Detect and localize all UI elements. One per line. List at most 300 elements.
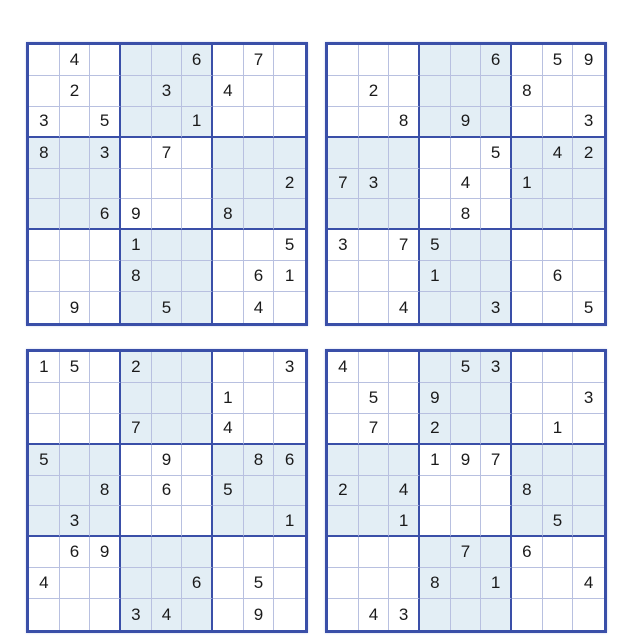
given-digit-cell[interactable]: 9 bbox=[244, 599, 275, 630]
given-digit-cell[interactable]: 8 bbox=[389, 107, 420, 138]
given-digit-cell[interactable]: 6 bbox=[182, 568, 213, 599]
empty-cell[interactable] bbox=[543, 476, 574, 507]
given-digit-cell[interactable]: 3 bbox=[481, 352, 512, 383]
given-digit-cell[interactable]: 1 bbox=[481, 568, 512, 599]
empty-cell[interactable] bbox=[543, 199, 574, 230]
given-digit-cell[interactable]: 8 bbox=[90, 476, 121, 507]
empty-cell[interactable] bbox=[121, 45, 152, 76]
empty-cell[interactable] bbox=[389, 414, 420, 445]
empty-cell[interactable] bbox=[481, 506, 512, 537]
empty-cell[interactable] bbox=[90, 261, 121, 292]
empty-cell[interactable] bbox=[29, 230, 60, 261]
given-digit-cell[interactable]: 4 bbox=[389, 476, 420, 507]
empty-cell[interactable] bbox=[359, 476, 390, 507]
empty-cell[interactable] bbox=[213, 261, 244, 292]
empty-cell[interactable] bbox=[359, 107, 390, 138]
empty-cell[interactable] bbox=[359, 261, 390, 292]
empty-cell[interactable] bbox=[152, 169, 183, 200]
given-digit-cell[interactable]: 5 bbox=[90, 107, 121, 138]
empty-cell[interactable] bbox=[213, 138, 244, 169]
empty-cell[interactable] bbox=[60, 568, 91, 599]
empty-cell[interactable] bbox=[121, 138, 152, 169]
empty-cell[interactable] bbox=[29, 261, 60, 292]
empty-cell[interactable] bbox=[274, 568, 305, 599]
empty-cell[interactable] bbox=[359, 230, 390, 261]
empty-cell[interactable] bbox=[481, 199, 512, 230]
empty-cell[interactable] bbox=[90, 506, 121, 537]
given-digit-cell[interactable]: 5 bbox=[274, 230, 305, 261]
empty-cell[interactable] bbox=[244, 383, 275, 414]
empty-cell[interactable] bbox=[481, 169, 512, 200]
given-digit-cell[interactable]: 4 bbox=[213, 76, 244, 107]
given-digit-cell[interactable]: 4 bbox=[29, 568, 60, 599]
given-digit-cell[interactable]: 8 bbox=[244, 445, 275, 476]
empty-cell[interactable] bbox=[420, 537, 451, 568]
given-digit-cell[interactable]: 1 bbox=[29, 352, 60, 383]
given-digit-cell[interactable]: 2 bbox=[573, 138, 604, 169]
empty-cell[interactable] bbox=[60, 261, 91, 292]
empty-cell[interactable] bbox=[420, 169, 451, 200]
given-digit-cell[interactable]: 4 bbox=[451, 169, 482, 200]
empty-cell[interactable] bbox=[389, 537, 420, 568]
given-digit-cell[interactable]: 4 bbox=[244, 292, 275, 323]
empty-cell[interactable] bbox=[29, 383, 60, 414]
empty-cell[interactable] bbox=[60, 138, 91, 169]
empty-cell[interactable] bbox=[451, 414, 482, 445]
empty-cell[interactable] bbox=[573, 506, 604, 537]
empty-cell[interactable] bbox=[451, 383, 482, 414]
empty-cell[interactable] bbox=[420, 476, 451, 507]
empty-cell[interactable] bbox=[451, 230, 482, 261]
empty-cell[interactable] bbox=[152, 414, 183, 445]
empty-cell[interactable] bbox=[389, 383, 420, 414]
given-digit-cell[interactable]: 7 bbox=[244, 45, 275, 76]
empty-cell[interactable] bbox=[420, 506, 451, 537]
given-digit-cell[interactable]: 8 bbox=[213, 199, 244, 230]
empty-cell[interactable] bbox=[543, 230, 574, 261]
empty-cell[interactable] bbox=[60, 199, 91, 230]
empty-cell[interactable] bbox=[573, 414, 604, 445]
empty-cell[interactable] bbox=[481, 261, 512, 292]
empty-cell[interactable] bbox=[90, 568, 121, 599]
empty-cell[interactable] bbox=[90, 230, 121, 261]
given-digit-cell[interactable]: 2 bbox=[359, 76, 390, 107]
empty-cell[interactable] bbox=[451, 138, 482, 169]
empty-cell[interactable] bbox=[274, 537, 305, 568]
empty-cell[interactable] bbox=[328, 506, 359, 537]
given-digit-cell[interactable]: 9 bbox=[420, 383, 451, 414]
empty-cell[interactable] bbox=[29, 45, 60, 76]
empty-cell[interactable] bbox=[543, 292, 574, 323]
given-digit-cell[interactable]: 9 bbox=[60, 292, 91, 323]
given-digit-cell[interactable]: 4 bbox=[328, 352, 359, 383]
empty-cell[interactable] bbox=[359, 138, 390, 169]
empty-cell[interactable] bbox=[451, 568, 482, 599]
empty-cell[interactable] bbox=[29, 292, 60, 323]
empty-cell[interactable] bbox=[512, 414, 543, 445]
given-digit-cell[interactable]: 3 bbox=[573, 383, 604, 414]
given-digit-cell[interactable]: 7 bbox=[451, 537, 482, 568]
given-digit-cell[interactable]: 7 bbox=[152, 138, 183, 169]
empty-cell[interactable] bbox=[389, 352, 420, 383]
given-digit-cell[interactable]: 3 bbox=[152, 76, 183, 107]
empty-cell[interactable] bbox=[359, 292, 390, 323]
empty-cell[interactable] bbox=[420, 45, 451, 76]
given-digit-cell[interactable]: 7 bbox=[121, 414, 152, 445]
empty-cell[interactable] bbox=[29, 169, 60, 200]
empty-cell[interactable] bbox=[152, 199, 183, 230]
empty-cell[interactable] bbox=[481, 107, 512, 138]
empty-cell[interactable] bbox=[244, 506, 275, 537]
empty-cell[interactable] bbox=[60, 383, 91, 414]
empty-cell[interactable] bbox=[512, 138, 543, 169]
empty-cell[interactable] bbox=[543, 537, 574, 568]
empty-cell[interactable] bbox=[152, 107, 183, 138]
empty-cell[interactable] bbox=[481, 383, 512, 414]
empty-cell[interactable] bbox=[121, 292, 152, 323]
empty-cell[interactable] bbox=[481, 599, 512, 630]
given-digit-cell[interactable]: 2 bbox=[274, 169, 305, 200]
empty-cell[interactable] bbox=[573, 261, 604, 292]
empty-cell[interactable] bbox=[389, 45, 420, 76]
given-digit-cell[interactable]: 6 bbox=[512, 537, 543, 568]
empty-cell[interactable] bbox=[328, 45, 359, 76]
empty-cell[interactable] bbox=[182, 414, 213, 445]
empty-cell[interactable] bbox=[182, 169, 213, 200]
empty-cell[interactable] bbox=[389, 445, 420, 476]
empty-cell[interactable] bbox=[573, 537, 604, 568]
empty-cell[interactable] bbox=[182, 261, 213, 292]
empty-cell[interactable] bbox=[451, 76, 482, 107]
empty-cell[interactable] bbox=[213, 599, 244, 630]
empty-cell[interactable] bbox=[274, 199, 305, 230]
empty-cell[interactable] bbox=[60, 445, 91, 476]
empty-cell[interactable] bbox=[512, 383, 543, 414]
given-digit-cell[interactable]: 2 bbox=[420, 414, 451, 445]
empty-cell[interactable] bbox=[328, 414, 359, 445]
empty-cell[interactable] bbox=[512, 230, 543, 261]
given-digit-cell[interactable]: 9 bbox=[573, 45, 604, 76]
given-digit-cell[interactable]: 2 bbox=[121, 352, 152, 383]
given-digit-cell[interactable]: 5 bbox=[213, 476, 244, 507]
empty-cell[interactable] bbox=[420, 107, 451, 138]
given-digit-cell[interactable]: 5 bbox=[29, 445, 60, 476]
empty-cell[interactable] bbox=[274, 76, 305, 107]
given-digit-cell[interactable]: 1 bbox=[213, 383, 244, 414]
given-digit-cell[interactable]: 6 bbox=[152, 476, 183, 507]
empty-cell[interactable] bbox=[182, 383, 213, 414]
empty-cell[interactable] bbox=[573, 76, 604, 107]
given-digit-cell[interactable]: 4 bbox=[60, 45, 91, 76]
empty-cell[interactable] bbox=[451, 261, 482, 292]
given-digit-cell[interactable]: 4 bbox=[213, 414, 244, 445]
given-digit-cell[interactable]: 6 bbox=[481, 45, 512, 76]
empty-cell[interactable] bbox=[244, 76, 275, 107]
given-digit-cell[interactable]: 7 bbox=[481, 445, 512, 476]
empty-cell[interactable] bbox=[389, 76, 420, 107]
empty-cell[interactable] bbox=[29, 506, 60, 537]
empty-cell[interactable] bbox=[90, 76, 121, 107]
empty-cell[interactable] bbox=[244, 107, 275, 138]
empty-cell[interactable] bbox=[60, 599, 91, 630]
given-digit-cell[interactable]: 5 bbox=[543, 45, 574, 76]
empty-cell[interactable] bbox=[213, 568, 244, 599]
empty-cell[interactable] bbox=[573, 352, 604, 383]
given-digit-cell[interactable]: 1 bbox=[420, 261, 451, 292]
empty-cell[interactable] bbox=[244, 414, 275, 445]
empty-cell[interactable] bbox=[60, 230, 91, 261]
empty-cell[interactable] bbox=[389, 261, 420, 292]
empty-cell[interactable] bbox=[213, 292, 244, 323]
empty-cell[interactable] bbox=[543, 107, 574, 138]
given-digit-cell[interactable]: 9 bbox=[451, 445, 482, 476]
empty-cell[interactable] bbox=[60, 107, 91, 138]
empty-cell[interactable] bbox=[29, 199, 60, 230]
given-digit-cell[interactable]: 8 bbox=[121, 261, 152, 292]
empty-cell[interactable] bbox=[481, 537, 512, 568]
empty-cell[interactable] bbox=[90, 292, 121, 323]
empty-cell[interactable] bbox=[389, 138, 420, 169]
empty-cell[interactable] bbox=[573, 169, 604, 200]
given-digit-cell[interactable]: 6 bbox=[182, 45, 213, 76]
given-digit-cell[interactable]: 7 bbox=[359, 414, 390, 445]
given-digit-cell[interactable]: 1 bbox=[274, 506, 305, 537]
empty-cell[interactable] bbox=[328, 445, 359, 476]
empty-cell[interactable] bbox=[90, 45, 121, 76]
empty-cell[interactable] bbox=[121, 169, 152, 200]
empty-cell[interactable] bbox=[359, 45, 390, 76]
empty-cell[interactable] bbox=[451, 292, 482, 323]
given-digit-cell[interactable]: 1 bbox=[121, 230, 152, 261]
empty-cell[interactable] bbox=[274, 138, 305, 169]
given-digit-cell[interactable]: 5 bbox=[60, 352, 91, 383]
given-digit-cell[interactable]: 5 bbox=[543, 506, 574, 537]
given-digit-cell[interactable]: 6 bbox=[60, 537, 91, 568]
empty-cell[interactable] bbox=[512, 506, 543, 537]
given-digit-cell[interactable]: 7 bbox=[328, 169, 359, 200]
empty-cell[interactable] bbox=[274, 292, 305, 323]
given-digit-cell[interactable]: 3 bbox=[481, 292, 512, 323]
empty-cell[interactable] bbox=[328, 76, 359, 107]
given-digit-cell[interactable]: 1 bbox=[182, 107, 213, 138]
given-digit-cell[interactable]: 7 bbox=[389, 230, 420, 261]
empty-cell[interactable] bbox=[182, 138, 213, 169]
given-digit-cell[interactable]: 2 bbox=[328, 476, 359, 507]
empty-cell[interactable] bbox=[90, 383, 121, 414]
empty-cell[interactable] bbox=[213, 45, 244, 76]
empty-cell[interactable] bbox=[420, 199, 451, 230]
given-digit-cell[interactable]: 3 bbox=[573, 107, 604, 138]
empty-cell[interactable] bbox=[451, 506, 482, 537]
given-digit-cell[interactable]: 1 bbox=[543, 414, 574, 445]
empty-cell[interactable] bbox=[244, 199, 275, 230]
empty-cell[interactable] bbox=[152, 568, 183, 599]
empty-cell[interactable] bbox=[389, 169, 420, 200]
empty-cell[interactable] bbox=[213, 107, 244, 138]
empty-cell[interactable] bbox=[152, 45, 183, 76]
empty-cell[interactable] bbox=[274, 476, 305, 507]
empty-cell[interactable] bbox=[328, 261, 359, 292]
empty-cell[interactable] bbox=[182, 230, 213, 261]
empty-cell[interactable] bbox=[451, 476, 482, 507]
empty-cell[interactable] bbox=[152, 506, 183, 537]
given-digit-cell[interactable]: 9 bbox=[90, 537, 121, 568]
empty-cell[interactable] bbox=[573, 599, 604, 630]
empty-cell[interactable] bbox=[29, 599, 60, 630]
given-digit-cell[interactable]: 1 bbox=[420, 445, 451, 476]
empty-cell[interactable] bbox=[244, 352, 275, 383]
given-digit-cell[interactable]: 3 bbox=[328, 230, 359, 261]
given-digit-cell[interactable]: 5 bbox=[152, 292, 183, 323]
given-digit-cell[interactable]: 8 bbox=[420, 568, 451, 599]
empty-cell[interactable] bbox=[573, 199, 604, 230]
empty-cell[interactable] bbox=[359, 537, 390, 568]
given-digit-cell[interactable]: 1 bbox=[274, 261, 305, 292]
empty-cell[interactable] bbox=[244, 230, 275, 261]
empty-cell[interactable] bbox=[359, 199, 390, 230]
empty-cell[interactable] bbox=[213, 445, 244, 476]
empty-cell[interactable] bbox=[29, 476, 60, 507]
empty-cell[interactable] bbox=[481, 414, 512, 445]
empty-cell[interactable] bbox=[90, 352, 121, 383]
empty-cell[interactable] bbox=[543, 169, 574, 200]
empty-cell[interactable] bbox=[328, 292, 359, 323]
empty-cell[interactable] bbox=[121, 537, 152, 568]
empty-cell[interactable] bbox=[182, 352, 213, 383]
empty-cell[interactable] bbox=[274, 599, 305, 630]
empty-cell[interactable] bbox=[481, 230, 512, 261]
empty-cell[interactable] bbox=[543, 383, 574, 414]
given-digit-cell[interactable]: 5 bbox=[359, 383, 390, 414]
empty-cell[interactable] bbox=[543, 445, 574, 476]
empty-cell[interactable] bbox=[573, 476, 604, 507]
empty-cell[interactable] bbox=[152, 261, 183, 292]
empty-cell[interactable] bbox=[512, 45, 543, 76]
empty-cell[interactable] bbox=[152, 230, 183, 261]
empty-cell[interactable] bbox=[420, 292, 451, 323]
empty-cell[interactable] bbox=[121, 383, 152, 414]
given-digit-cell[interactable]: 6 bbox=[274, 445, 305, 476]
empty-cell[interactable] bbox=[481, 76, 512, 107]
given-digit-cell[interactable]: 3 bbox=[121, 599, 152, 630]
given-digit-cell[interactable]: 3 bbox=[60, 506, 91, 537]
empty-cell[interactable] bbox=[60, 169, 91, 200]
empty-cell[interactable] bbox=[213, 506, 244, 537]
empty-cell[interactable] bbox=[451, 599, 482, 630]
empty-cell[interactable] bbox=[90, 445, 121, 476]
given-digit-cell[interactable]: 6 bbox=[244, 261, 275, 292]
empty-cell[interactable] bbox=[90, 599, 121, 630]
empty-cell[interactable] bbox=[152, 352, 183, 383]
empty-cell[interactable] bbox=[121, 568, 152, 599]
empty-cell[interactable] bbox=[512, 568, 543, 599]
given-digit-cell[interactable]: 8 bbox=[512, 476, 543, 507]
empty-cell[interactable] bbox=[121, 76, 152, 107]
empty-cell[interactable] bbox=[359, 506, 390, 537]
empty-cell[interactable] bbox=[543, 599, 574, 630]
empty-cell[interactable] bbox=[182, 199, 213, 230]
empty-cell[interactable] bbox=[29, 537, 60, 568]
empty-cell[interactable] bbox=[182, 476, 213, 507]
empty-cell[interactable] bbox=[213, 230, 244, 261]
empty-cell[interactable] bbox=[182, 506, 213, 537]
given-digit-cell[interactable]: 4 bbox=[543, 138, 574, 169]
given-digit-cell[interactable]: 2 bbox=[60, 76, 91, 107]
given-digit-cell[interactable]: 4 bbox=[152, 599, 183, 630]
empty-cell[interactable] bbox=[274, 383, 305, 414]
empty-cell[interactable] bbox=[60, 476, 91, 507]
empty-cell[interactable] bbox=[121, 506, 152, 537]
empty-cell[interactable] bbox=[60, 414, 91, 445]
empty-cell[interactable] bbox=[90, 169, 121, 200]
given-digit-cell[interactable]: 4 bbox=[359, 599, 390, 630]
empty-cell[interactable] bbox=[359, 568, 390, 599]
empty-cell[interactable] bbox=[274, 107, 305, 138]
given-digit-cell[interactable]: 8 bbox=[29, 138, 60, 169]
empty-cell[interactable] bbox=[420, 138, 451, 169]
given-digit-cell[interactable]: 1 bbox=[389, 506, 420, 537]
given-digit-cell[interactable]: 9 bbox=[121, 199, 152, 230]
empty-cell[interactable] bbox=[328, 107, 359, 138]
empty-cell[interactable] bbox=[389, 199, 420, 230]
empty-cell[interactable] bbox=[512, 599, 543, 630]
empty-cell[interactable] bbox=[182, 445, 213, 476]
given-digit-cell[interactable]: 8 bbox=[451, 199, 482, 230]
empty-cell[interactable] bbox=[451, 45, 482, 76]
given-digit-cell[interactable]: 3 bbox=[274, 352, 305, 383]
given-digit-cell[interactable]: 5 bbox=[451, 352, 482, 383]
empty-cell[interactable] bbox=[182, 599, 213, 630]
given-digit-cell[interactable]: 9 bbox=[152, 445, 183, 476]
empty-cell[interactable] bbox=[328, 537, 359, 568]
empty-cell[interactable] bbox=[512, 261, 543, 292]
empty-cell[interactable] bbox=[121, 107, 152, 138]
empty-cell[interactable] bbox=[213, 537, 244, 568]
empty-cell[interactable] bbox=[359, 445, 390, 476]
empty-cell[interactable] bbox=[328, 199, 359, 230]
given-digit-cell[interactable]: 5 bbox=[420, 230, 451, 261]
empty-cell[interactable] bbox=[389, 568, 420, 599]
given-digit-cell[interactable]: 5 bbox=[573, 292, 604, 323]
empty-cell[interactable] bbox=[213, 352, 244, 383]
given-digit-cell[interactable]: 3 bbox=[359, 169, 390, 200]
given-digit-cell[interactable]: 9 bbox=[451, 107, 482, 138]
given-digit-cell[interactable]: 5 bbox=[481, 138, 512, 169]
given-digit-cell[interactable]: 8 bbox=[512, 76, 543, 107]
empty-cell[interactable] bbox=[328, 138, 359, 169]
empty-cell[interactable] bbox=[182, 537, 213, 568]
empty-cell[interactable] bbox=[543, 352, 574, 383]
empty-cell[interactable] bbox=[244, 537, 275, 568]
empty-cell[interactable] bbox=[121, 476, 152, 507]
empty-cell[interactable] bbox=[543, 568, 574, 599]
empty-cell[interactable] bbox=[512, 107, 543, 138]
empty-cell[interactable] bbox=[29, 414, 60, 445]
given-digit-cell[interactable]: 6 bbox=[90, 199, 121, 230]
empty-cell[interactable] bbox=[512, 199, 543, 230]
empty-cell[interactable] bbox=[359, 352, 390, 383]
given-digit-cell[interactable]: 4 bbox=[389, 292, 420, 323]
empty-cell[interactable] bbox=[573, 230, 604, 261]
given-digit-cell[interactable]: 3 bbox=[29, 107, 60, 138]
given-digit-cell[interactable]: 1 bbox=[512, 169, 543, 200]
empty-cell[interactable] bbox=[328, 383, 359, 414]
empty-cell[interactable] bbox=[543, 76, 574, 107]
empty-cell[interactable] bbox=[328, 568, 359, 599]
empty-cell[interactable] bbox=[213, 169, 244, 200]
given-digit-cell[interactable]: 3 bbox=[90, 138, 121, 169]
empty-cell[interactable] bbox=[512, 352, 543, 383]
